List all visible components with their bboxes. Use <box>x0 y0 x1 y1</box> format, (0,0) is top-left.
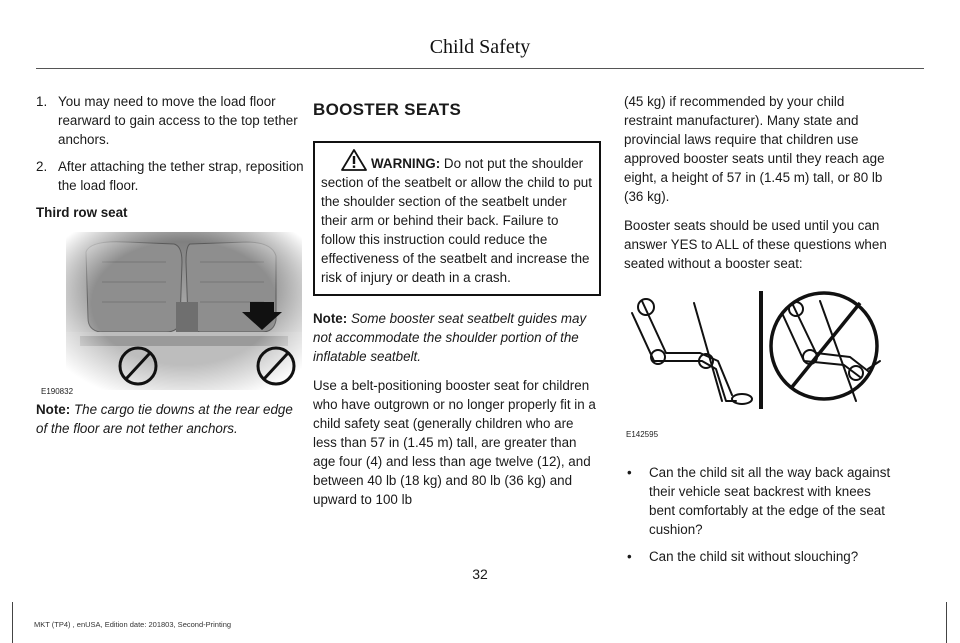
note-label: Note: <box>313 311 348 326</box>
note-text: The cargo tie downs at the rear edge of the floor are not tether anchors. <box>36 402 293 436</box>
body-paragraph: (45 kg) if recommended by your child restraint manufacturer). Many state and provincial laws require that children use approved booster seats until they reach age eight, a height of 57 in (1.45 m) tall, or 80 lb (36 kg). <box>624 94 885 204</box>
bullet-item <box>624 547 896 566</box>
item-text: You may need to move the load floor rearward to gain access to the top tether anchors. <box>58 94 298 147</box>
item-text: After attaching the tether strap, reposition the load floor. <box>58 159 304 193</box>
third-row-seat-figure <box>41 232 302 396</box>
column-middle <box>313 92 601 519</box>
numbered-item <box>36 92 306 149</box>
crop-mark <box>12 602 13 643</box>
edition-footer: MKT (TP4) , enUSA, Edition date: 201803, Second-Printing <box>34 620 232 629</box>
bullet-symbol: • <box>627 549 632 564</box>
note-paragraph <box>36 400 306 438</box>
bullet-text: Can the child sit without slouching? <box>649 549 859 564</box>
note-text: Some booster seat seatbelt guides may not accommodate the shoulder portion of the inflatable seatbelt. <box>313 311 587 364</box>
page-number: 32 <box>472 566 488 582</box>
warning-box <box>313 141 601 296</box>
warning-triangle-icon <box>341 149 367 171</box>
body-paragraph: Booster seats should be used until you can answer YES to ALL of these questions when seated without a booster seat: <box>624 218 887 271</box>
note-label: Note: <box>36 402 71 417</box>
section-heading: BOOSTER SEATS <box>313 100 462 119</box>
figure-id: E142595 <box>626 430 659 439</box>
item-number: 1. <box>36 94 48 109</box>
warning-label: WARNING: <box>371 156 441 171</box>
page-header-title: Child Safety <box>429 36 531 58</box>
seating-position-diagram <box>624 291 896 421</box>
numbered-item <box>36 157 306 195</box>
third-row-seat-photo <box>66 232 302 390</box>
bullet-symbol: • <box>627 465 632 480</box>
subheading-third-row: Third row seat <box>36 205 128 220</box>
warning-text: Do not put the shoulder section of the seatbelt or allow the child to put the shoulder section of the seatbelt under their arm or behind their back. Failure to follow this instruction could reduce the effectiveness of the seatbelt and increase the risk of injury or death in a crash. <box>321 156 592 285</box>
column-left <box>36 92 306 448</box>
crop-mark <box>946 602 947 643</box>
bullet-text: Can the child sit all the way back against their vehicle seat backrest with knees bent comfortably at the edge of the seat cushion? <box>649 465 891 537</box>
item-number: 2. <box>36 159 48 174</box>
note-paragraph <box>313 309 601 366</box>
bullet-item <box>624 463 896 539</box>
figure-id: E190832 <box>41 387 74 396</box>
prohibited-icon <box>771 293 877 399</box>
body-paragraph: Use a belt-positioning booster seat for children who have outgrown or no longer properly fit in a child safety seat (generally children who are less than 57 in (1.45 m) tall, are greater than age four (4) and less than age twelve (12), and between 40 lb (18 kg) and 80 lb (36 kg) and upward to 100 lb <box>313 378 596 507</box>
column-right <box>624 92 896 574</box>
seating-position-figure <box>624 291 896 451</box>
header-divider <box>36 68 924 69</box>
